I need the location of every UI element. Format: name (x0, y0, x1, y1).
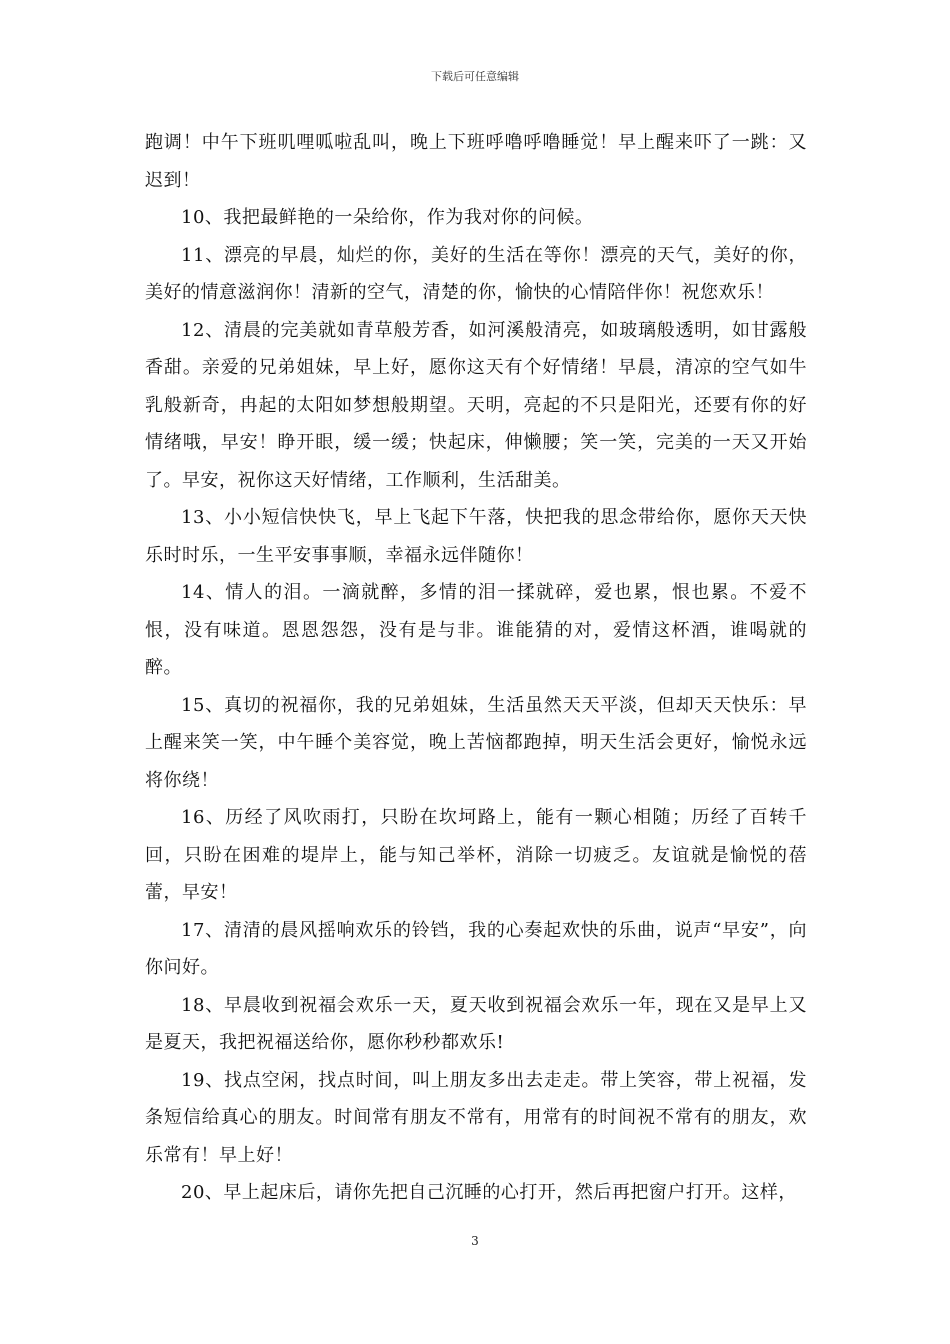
paragraph-10: 10、我把最鲜艳的一朵给你，作为我对你的问候。 (181, 207, 594, 228)
paragraph-19: 19、找点空闲，找点时间，叫上朋友多出去走走。带上笑容，带上祝福，发条短信给真心的朋友。时间常有朋友不常有，用常有的时间祝不常有的朋友，欢乐常有！早上好！ (145, 1069, 807, 1166)
paragraph-14: 14、情人的泪。一滴就醉，多情的泪一揉就碎，爱也累，恨也累。不爱不恨，没有味道。恩恩怨怨，没有是与非。谁能猜的对，爱情这杯酒，谁喝就的醉。 (145, 582, 807, 678)
page-number: 3 (471, 1234, 479, 1248)
paragraph-16: 16、历经了风吹雨打，只盼在坎坷路上，能有一颗心相随；历经了百转千回，只盼在困难的堤岸上，能与知己举杯，消除一切疲乏。友谊就是愉悦的蓓蕾，早安！ (145, 807, 807, 903)
paragraph-20: 20、早上起床后，请你先把自己沉睡的心打开，然后再把窗户打开。这样， (181, 1182, 797, 1203)
document-body (145, 124, 807, 1212)
paragraph-11: 11、漂亮的早晨，灿烂的你，美好的生活在等你！漂亮的天气，美好的你，美好的情意滋润你！清新的空气，清楚的你，愉快的心情陪伴你！祝您欢乐！ (145, 244, 807, 303)
paragraph-15: 15、真切的祝福你，我的兄弟姐妹，生活虽然天天平淡，但却天天快乐：早上醒来笑一笑，中午睡个美容觉，晚上苦恼都跑掉，明天生活会更好，愉悦永远将你绕！ (145, 694, 807, 791)
paragraph-17: 17、清清的晨风摇响欢乐的铃铛，我的心奏起欢快的乐曲，说声“早安”，向你问好。 (145, 919, 807, 978)
paragraph-18: 18、早晨收到祝福会欢乐一天，夏天收到祝福会欢乐一年，现在又是早上又是夏天，我把祝福送给你，愿你秒秒都欢乐! (145, 994, 807, 1053)
paragraph-13: 13、小小短信快快飞，早上飞起下午落，快把我的思念带给你，愿你天天快乐时时乐，一生平安事事顺，幸福永远伴随你！ (145, 507, 807, 566)
page-header: 下载后可任意编辑 (431, 70, 519, 83)
paragraph-continuation: 跑调！中午下班叽哩呱啦乱叫，晚上下班呼噜呼噜睡觉！早上醒来吓了一跳：又迟到！ (145, 132, 807, 191)
paragraph-12: 12、清晨的完美就如青草般芳香，如河溪般清亮，如玻璃般透明，如甘露般香甜。亲爱的兄弟姐妹，早上好，愿你这天有个好情绪！早晨，清凉的空气如牛乳般新奇，冉起的太阳如梦想般期望。天明，亮起的不只是阳光，还要有你的好情绪哦，早安！睁开眼，缓一缓；快起床，伸懒腰；笑一笑，完美的一天又开始了。早安，祝你这天好情绪，工作顺利，生活甜美。 (145, 319, 807, 491)
